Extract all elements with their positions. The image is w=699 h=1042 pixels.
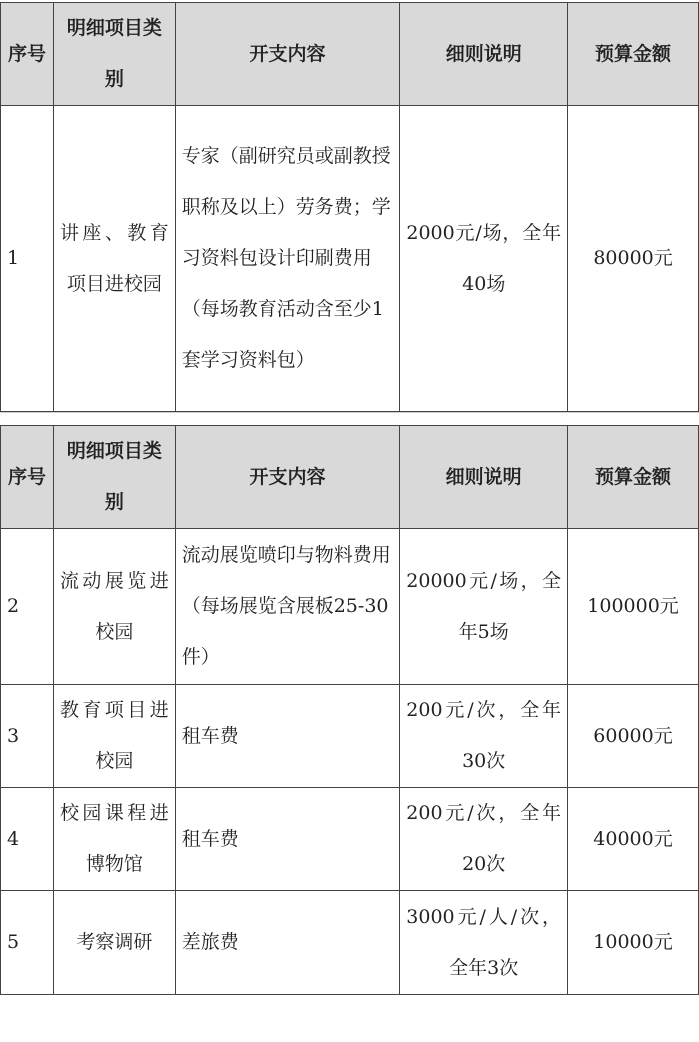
cell-detail: 20000元/场，全年5场 bbox=[400, 529, 568, 685]
cell-budget: 40000元 bbox=[568, 788, 699, 891]
table-header-row bbox=[1, 3, 699, 106]
cell-category: 教育项目进校园 bbox=[53, 685, 175, 788]
cell-detail: 200元/次，全年20次 bbox=[400, 788, 568, 891]
cell-category: 考察调研 bbox=[53, 891, 175, 995]
cell-budget: 60000元 bbox=[568, 685, 699, 788]
budget-table-part-2 bbox=[0, 425, 699, 995]
page-break bbox=[0, 412, 699, 423]
header-detail: 细则说明 bbox=[400, 426, 568, 529]
table-row bbox=[1, 788, 699, 891]
header-detail: 细则说明 bbox=[400, 3, 568, 106]
table-header-row bbox=[1, 426, 699, 529]
cell-seq: 4 bbox=[1, 788, 54, 891]
cell-seq: 2 bbox=[1, 529, 54, 685]
header-category: 明细项目类别 bbox=[53, 3, 175, 106]
cell-content: 差旅费 bbox=[175, 891, 400, 995]
header-budget: 预算金额 bbox=[568, 3, 699, 106]
budget-table-part-1 bbox=[0, 2, 699, 412]
cell-content: 专家（副研究员或副教授职称及以上）劳务费；学习资料包设计印刷费用（每场教育活动含至少1套学习资料包） bbox=[175, 106, 400, 412]
cell-detail: 3000元/人/次，全年3次 bbox=[400, 891, 568, 995]
cell-category: 校园课程进博物馆 bbox=[53, 788, 175, 891]
cell-budget: 80000元 bbox=[568, 106, 699, 412]
table-row bbox=[1, 891, 699, 995]
cell-detail: 200元/次，全年30次 bbox=[400, 685, 568, 788]
header-budget: 预算金额 bbox=[568, 426, 699, 529]
cell-budget: 10000元 bbox=[568, 891, 699, 995]
cell-seq: 5 bbox=[1, 891, 54, 995]
cell-category: 讲座、教育项目进校园 bbox=[53, 106, 175, 412]
table-row bbox=[1, 529, 699, 685]
cell-content: 流动展览喷印与物料费用（每场展览含展板25-30件） bbox=[175, 529, 400, 685]
cell-budget: 100000元 bbox=[568, 529, 699, 685]
cell-content: 租车费 bbox=[175, 685, 400, 788]
header-seq: 序号 bbox=[1, 426, 54, 529]
header-category: 明细项目类别 bbox=[53, 426, 175, 529]
cell-detail: 2000元/场，全年40场 bbox=[400, 106, 568, 412]
table-row bbox=[1, 685, 699, 788]
cell-seq: 3 bbox=[1, 685, 54, 788]
table-row bbox=[1, 106, 699, 412]
cell-seq: 1 bbox=[1, 106, 54, 412]
cell-content: 租车费 bbox=[175, 788, 400, 891]
header-seq: 序号 bbox=[1, 3, 54, 106]
header-content: 开支内容 bbox=[175, 3, 400, 106]
header-content: 开支内容 bbox=[175, 426, 400, 529]
cell-category: 流动展览进校园 bbox=[53, 529, 175, 685]
